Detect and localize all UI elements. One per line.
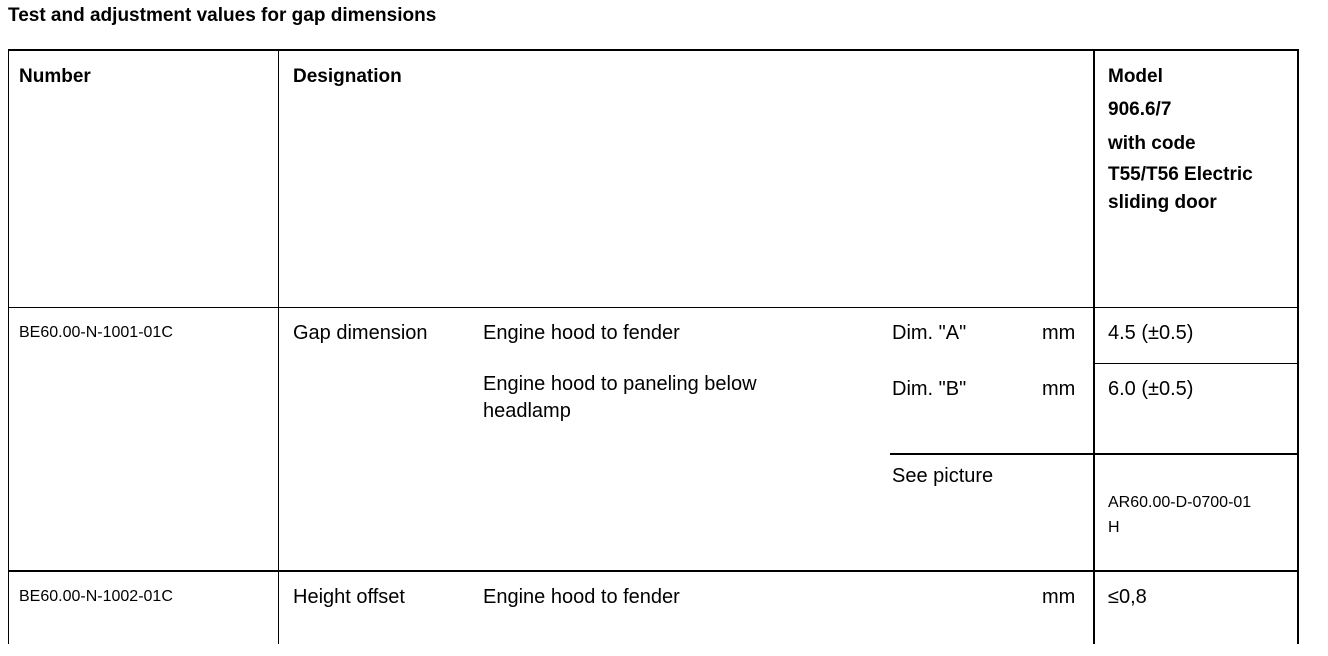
header-number: Number <box>19 66 91 87</box>
item-description-line: headlamp <box>483 400 571 422</box>
row-divider <box>8 307 1299 308</box>
row-divider <box>1093 363 1299 364</box>
item-value: 4.5 (±0.5) <box>1108 322 1194 344</box>
item-dimension: Dim. "A" <box>892 322 967 344</box>
row-number: BE60.00-N-1002-01C <box>19 588 173 605</box>
row-designation: Gap dimension <box>293 322 428 344</box>
item-value: ≤0,8 <box>1108 586 1147 608</box>
header-model-line: T55/T56 Electric <box>1108 164 1253 185</box>
row-number: BE60.00-N-1001-01C <box>19 324 173 341</box>
header-model-line: with code <box>1108 133 1196 154</box>
column-divider <box>1093 49 1095 644</box>
row-divider <box>8 570 1299 572</box>
item-value: 6.0 (±0.5) <box>1108 378 1194 400</box>
table-border-right <box>1297 49 1299 644</box>
item-description-line: Engine hood to paneling below <box>483 373 757 395</box>
item-unit: mm <box>1042 378 1076 400</box>
item-description: Engine hood to fender <box>483 586 680 608</box>
item-unit: mm <box>1042 586 1076 608</box>
table-border-top <box>8 49 1299 51</box>
see-picture-label: See picture <box>892 465 994 487</box>
column-divider <box>278 49 279 644</box>
row-designation: Height offset <box>293 586 405 608</box>
picture-reference-line: H <box>1108 519 1120 536</box>
header-designation: Designation <box>293 66 402 87</box>
row-divider <box>890 453 1299 455</box>
header-model-line: 906.6/7 <box>1108 99 1172 120</box>
page-title: Test and adjustment values for gap dimensions <box>8 5 437 26</box>
header-model-line: sliding door <box>1108 192 1217 213</box>
item-description: Engine hood to fender <box>483 322 680 344</box>
picture-reference-line: AR60.00-D-0700-01 <box>1108 494 1252 511</box>
item-unit: mm <box>1042 322 1076 344</box>
header-model-line: Model <box>1108 66 1163 87</box>
item-dimension: Dim. "B" <box>892 378 967 400</box>
table-border-left <box>8 49 9 644</box>
